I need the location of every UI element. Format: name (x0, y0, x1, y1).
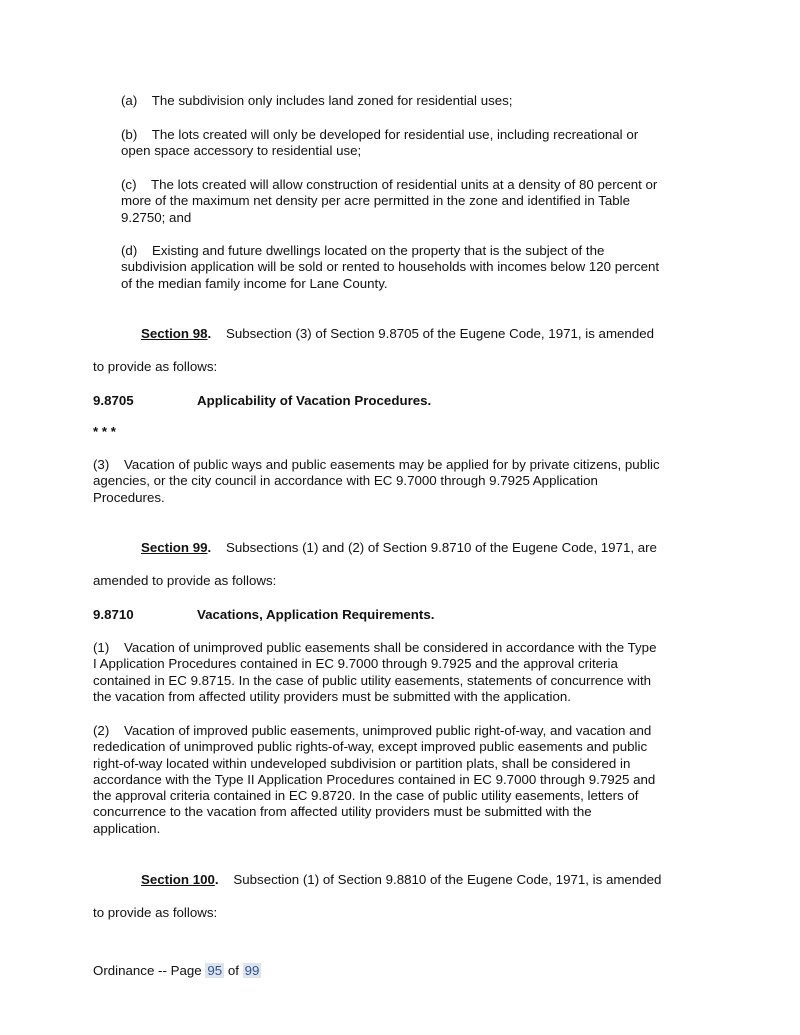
page-number: 95 (207, 963, 223, 978)
section-98-label: Section 98 (141, 326, 208, 341)
text-line: (1) Vacation of unimproved public easements shall be considered in accordance with the Type (93, 640, 657, 655)
section-99-continuation (93, 573, 276, 589)
heading-title: Applicability of Vacation Procedures. (197, 393, 432, 408)
paragraph-3 (93, 457, 660, 506)
section-98-continuation (93, 359, 217, 375)
text-line: agencies, or the city council in accordance with EC 9.7000 through 9.7925 Application (93, 473, 598, 489)
section-100-dot: . (214, 872, 219, 887)
page-footer (93, 963, 261, 978)
text-line: (3) Vacation of public ways and public easements may be applied for by private citizens, public (93, 457, 660, 472)
text-line: open space accessory to residential use; (121, 143, 362, 159)
text-line: Procedures. (93, 489, 165, 505)
text-line: * * * (93, 424, 116, 439)
text-line: right-of-way located within undeveloped subdivision or partition plats, shall be considered in (93, 755, 631, 771)
paragraph-b (121, 127, 638, 160)
text-line: amended to provide as follows: (93, 573, 277, 588)
heading-9-8710 (93, 607, 434, 622)
text-line: (2) Vacation of improved public easements, unimproved public right-of-way, and vacation and (93, 723, 652, 738)
heading-number: 9.8710 (93, 607, 134, 622)
section-99-intro (141, 540, 657, 555)
heading-number: 9.8705 (93, 393, 134, 408)
text-line: 9.2750; and (121, 209, 192, 225)
section-98-dot: . (207, 326, 212, 341)
text-line: (b) The lots created will only be developed for residential use, including recreational or (121, 127, 639, 142)
heading-title: Vacations, Application Requirements. (197, 607, 435, 622)
text-line: application. (93, 820, 161, 836)
text-line: concurrence to the vacation from affected utility providers must be submitted with the (93, 804, 592, 820)
paragraph-2 (93, 723, 655, 837)
section-98-text: Subsection (3) of Section 9.8705 of the Eugene Code, 1971, is amended (211, 326, 655, 341)
paragraph-d (121, 243, 659, 292)
text-line: I Application Procedures contained in EC 9.7000 through 9.7925 and the approval criteria (93, 656, 618, 672)
text-line: rededication of unimproved public rights-of-way, except improved public easements and public (93, 739, 648, 755)
section-99-dot: . (207, 540, 212, 555)
text-line: (c) The lots created will allow construction of residential units at a density of 80 percent or (121, 177, 658, 192)
omission-stars (93, 424, 116, 440)
page-total: 99 (244, 963, 260, 978)
section-99-text: Subsections (1) and (2) of Section 9.8710 of the Eugene Code, 1971, are (211, 540, 657, 555)
text-line: accordance with the Type II Application Procedures contained in EC 9.7000 through 9.7925 and (93, 771, 656, 787)
section-100-text: Subsection (1) of Section 9.8810 of the Eugene Code, 1971, is amended (218, 872, 662, 887)
text-line: to provide as follows: (93, 905, 218, 920)
text-line: the approval criteria contained in EC 9.8720. In the case of public utility easements, letters of (93, 788, 639, 804)
text-line: to provide as follows: (93, 359, 218, 374)
section-98-intro (141, 326, 654, 341)
section-100-continuation (93, 905, 217, 921)
footer-prefix: Ordinance -- Page (93, 963, 206, 978)
paragraph-1 (93, 640, 656, 705)
section-100-label: Section 100 (141, 872, 215, 887)
footer-of: of (224, 963, 243, 978)
text-line: of the median family income for Lane County. (121, 275, 388, 291)
text-line: contained in EC 9.8715. In the case of public utility easements, statements of concurrence with (93, 672, 652, 688)
text-line: the vacation from affected utility providers must be submitted with the application. (93, 688, 571, 704)
text-line: subdivision application will be sold or rented to households with incomes below 120 percent (121, 259, 660, 275)
section-100-intro (141, 872, 661, 887)
text-line: (d) Existing and future dwellings located on the property that is the subject of the (121, 243, 605, 258)
paragraph-c (121, 177, 657, 226)
text-line: (a) The subdivision only includes land zoned for residential uses; (121, 93, 513, 108)
paragraph-a (121, 93, 513, 109)
section-99-label: Section 99 (141, 540, 208, 555)
text-line: more of the maximum net density per acre permitted in the zone and identified in Table (121, 193, 631, 209)
heading-9-8705 (93, 393, 431, 408)
